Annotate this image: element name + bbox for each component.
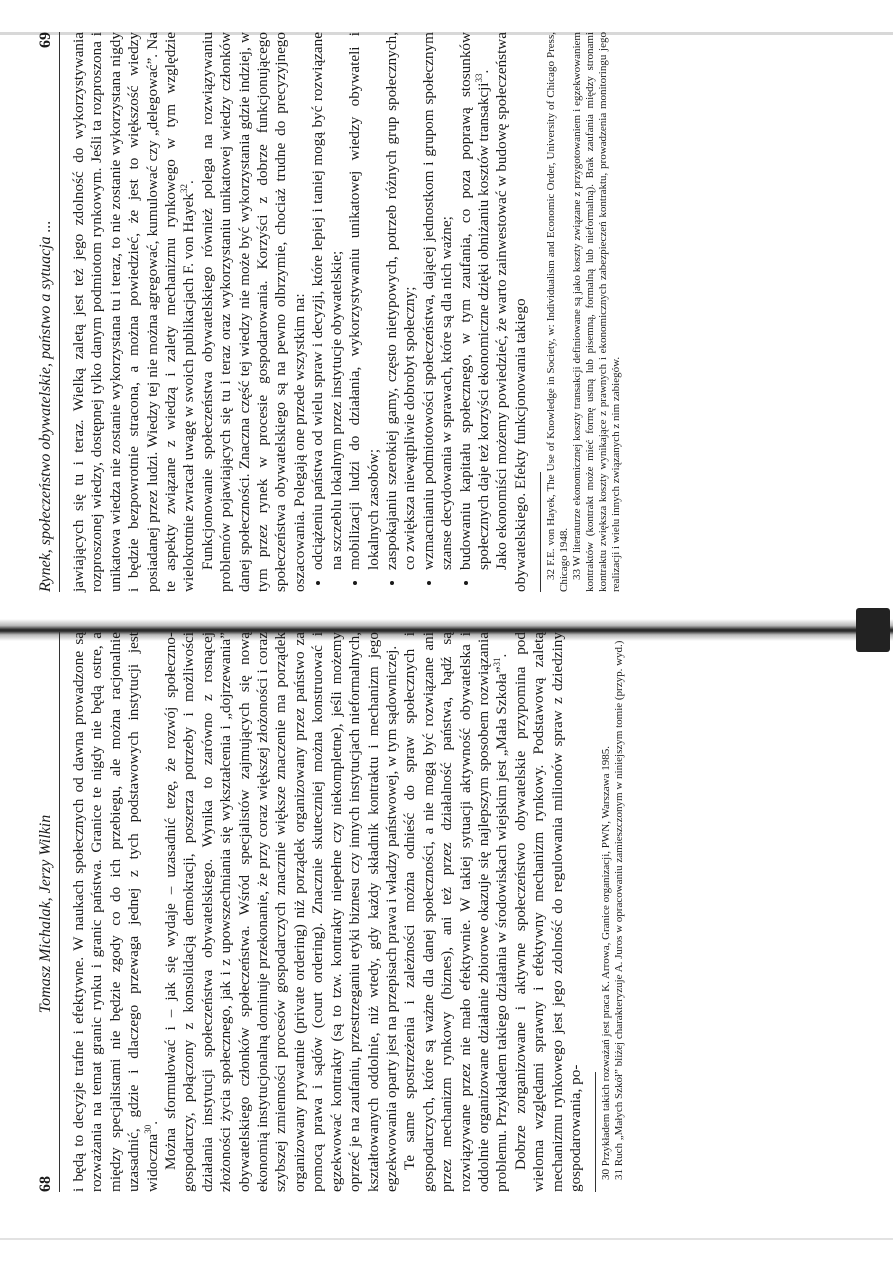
right-footnote-rule <box>540 472 541 592</box>
list-item: • budowaniu kapitału społecznego, w tym zaufania, co poza poprawą stosunków społecznych daje też korzyści ekonomiczne dzięki obniżaniu kosztów transakcji$^{33}$. <box>456 32 493 570</box>
footnote-ref-30: 30 <box>142 1124 153 1134</box>
right-paragraph-2: Funkcjonowanie społeczeństwa obywatelskiego również polega na rozwiązywaniu problemów pojawiających się tu i teraz oraz wykorzystaniu unikatowej wiedzy członków danej społeczności. Znaczna część tej wiedzy nie może być wykorzystania gdzie indziej, w tym przez rynek w procesie gospodarowania. Korzyści z dobrze funkcjonującego społeczeństwa obywatelskiego są na pewno olbrzymie, chociaż trudne do precyzyjnego oszacowania. Polegają one przede wszystkim na: <box>198 31 308 592</box>
right-paragraph-1-text: jawiających się tu i teraz. Wielką zaletą jest też jego zdolność do wykorzystywania rozproszonej wiedzy, dostępnej tylko danym podmiotom rynkowym. Jeśli ta rozproszona i unikatowa wiedza nie zostanie wykorzystana tu i teraz, to nie zostanie wykorzystana nigdy i będzie bezpowrotnie stracona, a można powiedzieć, że jest to większość wiedzy posiadanej przez ludzi. Wiedzy tej nie można agregować, kumulować czy „delegować”. Na te aspekty związane z wiedzą i zalety mechanizmu rynkowego w tym względzie wielokrotnie zwracał uwagę w swoich publikacjach F. von Hayek <box>69 31 197 592</box>
left-paragraph-1: i będą to decyzje trafne i efektywne. W naukach społecznych od dawna prowadzone są rozważania na temat granic rynku i granic państwa. Granice te nigdy nie będą ostre, a między specjalistami nie będzie zgody co do ich przebiegu, ale można racjonalnie uzasadnić, gdzie i dlaczego przewaga jednej z tych podstawowych instytucji jest widoczna$^{30}$. <box>69 631 161 1192</box>
right-page-number: 69 <box>36 31 54 48</box>
left-running-head <box>37 632 60 1192</box>
list-item: • mobilizacji ludzi do działania, wykorzystywaniu unikatowej wiedzy obywateli i lokalnych zasobów; <box>346 32 383 570</box>
left-body <box>70 632 585 1192</box>
gutter-shadow <box>856 608 890 652</box>
book-spread-inner <box>37 12 857 1252</box>
left-paragraph-3: Te same spostrzeżenia i zależności można odnieść do spraw społecznych i gospodarczych, które są ważne dla danej społeczności, a nie mogą być rozwiązane ani przez mechanizm rynkowy (biznes), ani też przez działalność państwa, bądź są rozwiązywane przez nie mało efektywnie. W takiej sytuacji aktywność obywatelska i oddolnie organizowane działanie zbiorowe okazuje się najlepszym sposobem rozwiązania problemu. Przykładem takiego działania w środowiskach wiejskim jest „Mała Szkoła”$^{31}$. <box>400 631 510 1192</box>
footnote-32: 32 F.E. von Hayek, The Use of Knowledge in Society, w: Individualism and Economic Order, University of Chicago Press, Chicago 1948. <box>544 31 570 592</box>
footnote-ref-31: 31 <box>491 656 502 666</box>
list-item-text: budowaniu kapitału społecznego, w tym zaufania, co poza poprawą stosunków społecznych daje też korzyści ekonomiczne dzięki obniżaniu kosztów transakcji <box>456 31 492 570</box>
footnote-33: 33 W literaturze ekonomicznej koszty transakcji definiowane są jako koszty związane z przygotowaniem i egzekwowaniem kontraktów (kontrakt może mieć formę ustną lub pisemną, formalną lub nieformalną). Brak zaufania między stronami kontraktu zwiększa koszty wynikające z prawnych i ekonomicznych zabezpieczeń kontraktu, prowadzenia monitoringu jego realizacji i wielu innych związanych z nim zabiegów. <box>570 31 622 592</box>
list-item: • wzmacnianiu podmiotowości społeczeństwa, dającej jednostkom i grupom społecznym szanse decydowania w sprawach, które są dla nich ważne; <box>419 32 456 570</box>
left-running-title: Tomasz Michalak, Jerzy Wilkin <box>36 814 54 1013</box>
left-paragraph-3-text: Te same spostrzeżenia i zależności można odnieść do spraw społecznych i gospodarczych, które są ważne dla danej społeczności, a nie mogą być rozwiązane ani przez mechanizm rynkowy (biznes), ani też przez działalność państwa, bądź są rozwiązywane przez nie mało efektywnie. W takiej sytuacji aktywność obywatelska i oddolnie organizowane działanie zbiorowe okazuje się najlepszym sposobem rozwiązania problemu. Przykładem takiego działania w środowiskach wiejskim jest „Mała Szkoła” <box>400 631 510 1192</box>
list-item: • odciążeniu państwa od wielu spraw i decyzji, które lepiej i taniej mogą być rozwiązane na szczeblu lokalnym przez instytucje obywatelskie; <box>309 32 346 570</box>
footnote-ref-33: 33 <box>473 72 484 82</box>
right-body <box>70 32 530 592</box>
footnote-31: 31 Ruch „Małych Szkół” bliżej charakteryzuje A. Juros w opracowaniu zamieszczonym w niniejszym tomie (przyp. wyd.) <box>612 640 625 1180</box>
list-item: • zaspokajaniu szerokiej gamy, często nietypowych, potrzeb różnych grup społecznych, co zwiększa niewątpliwie dobrobyt społeczny; <box>382 32 419 570</box>
left-paragraph-2: Można sformułować i – jak się wydaje – uzasadnić tezę, że rozwój społeczno-gospodarczy, połączony z konsolidacją demokracji, poszerza potrzeby i możliwości działania instytucji społeczeństwa obywatelskiego. Wynika to zarówno z rosnącej złożoności życia społecznego, jak i z upowszechniania się wykształcenia i „dojrzewania” obywatelskiego członków społeczeństwa. Wśród specjalistów zajmujących się nową ekonomią instytucjonalną dominuje przekonanie, że przy coraz większej złożoności i coraz szybszej zmienności procesów gospodarczych znacznie większe znaczenie ma porządek organizowany prywatnie (private ordering) niż porządek organizowany przez państwo za pomocą prawa i sądów (court ordering). Znacznie skuteczniej można konstruować i egzekwować kontrakty (są to tzw. kontrakty niepełne czy niekompletne), jeśli możemy oprzeć je na zaufaniu, przestrzeganiu etyki biznesu czy innych instytucjach nieformalnych, kształtowanych oddolnie, niż wtedy, gdy każdy składnik kontraktu i mechanizm jego egzekwowania oparty jest na przepisach prawa i władzy państwowej, w tym sądowniczej. <box>161 631 400 1192</box>
footnote-30: 30 Przykładem takich rozważań jest praca K. Arrowa, Granice organizacji, PWN, Warszawa 1985. <box>599 745 612 1180</box>
right-closing-paragraph: Jako ekonomiści możemy powiedzieć, że warto zainwestować w budowę społeczeństwa obywatelskiego. Efekty funkcjonowania takiego <box>492 31 529 592</box>
footnote-ref-32: 32 <box>178 183 189 193</box>
left-footnotes <box>600 632 626 1192</box>
benefits-list <box>309 32 493 592</box>
left-footnote-rule <box>595 1072 596 1192</box>
right-running-head <box>37 32 60 592</box>
left-page-number: 68 <box>36 1175 54 1192</box>
left-page <box>37 632 837 1192</box>
right-paragraph-1: jawiających się tu i teraz. Wielką zaletą jest też jego zdolność do wykorzystywania rozproszonej wiedzy, dostępnej tylko danym podmiotom rynkowym. Jeśli ta rozproszona i unikatowa wiedza nie zostanie wykorzystana tu i teraz, to nie zostanie wykorzystana nigdy i będzie bezpowrotnie stracona, a można powiedzieć, że jest to większość wiedzy posiadanej przez ludzi. Wiedzy tej nie można agregować, kumulować czy „delegować”. Na te aspekty związane z wiedzą i zalety mechanizmu rynkowego w tym względzie wielokrotnie zwracał uwagę w swoich publikacjach F. von Hayek$^{32}$. <box>69 31 197 592</box>
right-footnotes <box>545 32 623 592</box>
right-page <box>37 32 837 592</box>
right-running-title: Rynek, społeczeństwo obywatelskie, państwo a sytuacja ... <box>36 219 54 592</box>
left-paragraph-4: Dobrze zorganizowane i aktywne społeczeństwo obywatelskie przypomina pod wieloma względami sprawny i efektywny mechanizm rynkowy. Podstawową zaletą mechanizmu rynkowego jest jego zdolność do regulowania milionów spraw z dziedziny gospodarowania, po- <box>511 631 584 1192</box>
book-spread <box>37 12 857 1252</box>
left-paragraph-1-text: i będą to decyzje trafne i efektywne. W naukach społecznych od dawna prowadzone są rozważania na temat granic rynku i granic państwa. Granice te nigdy nie będą ostre, a między specjalistami nie będzie zgody co do ich przebiegu, ale można racjonalnie uzasadnić, gdzie i dlaczego przewaga jednej z tych podstawowych instytucji jest widoczna <box>69 631 161 1192</box>
